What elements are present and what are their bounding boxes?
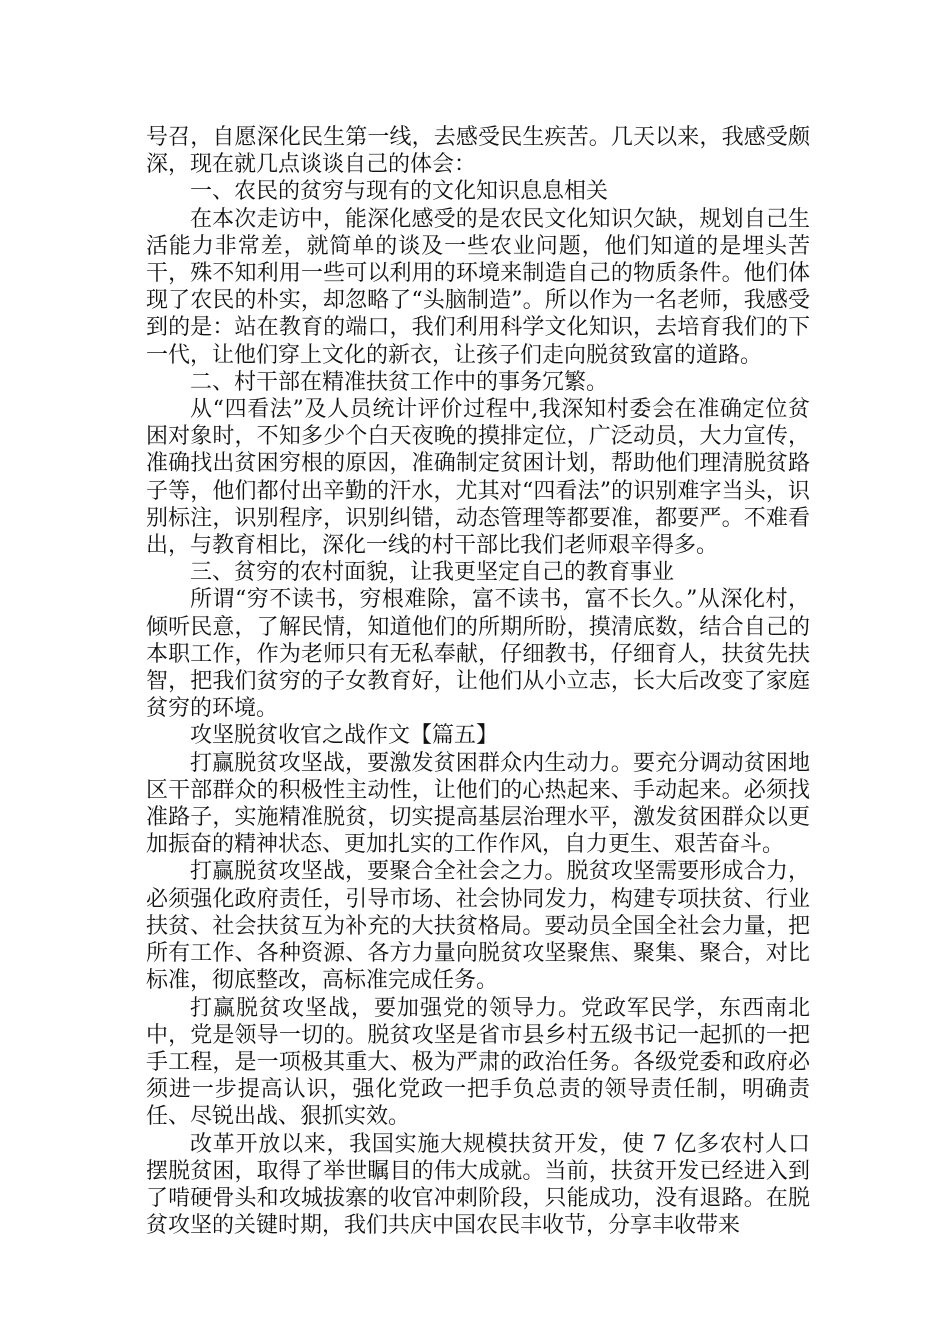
paragraph-party-leadership: 打赢脱贫攻坚战，要加强党的领导力。党政军民学，东西南北中，党是领导一切的。脱贫攻坚是省市县乡村五级书记一起抓的一把手工程，是一项极其重大、极为严肃的政治任务。各级党委和政府必须进一步提高认识，强化党政一把手负总责的领导责任制，明确责任、尽锐出战、狠抓实效。 [146, 995, 810, 1130]
paragraph-intro-continuation: 号召，自愿深化民生第一线，去感受民生疾苦。几天以来，我感受颇深，现在就几点谈谈自己的体会： [146, 125, 810, 178]
paragraph-section-three: 所谓“穷不读书，穷根难除，富不读书，富不长久。”从深化村，倾听民意，了解民情，知道他们的所期所盼，摸清底数，结合自己的本职工作，作为老师只有无私奉献，仔细教书，仔细育人，扶贫先扶智，把我们贫穷的子女教育好，让他们从小立志，长大后改变了家庭贫穷的环境。 [146, 587, 810, 722]
paragraph-section-two: 从“四看法”及人员统计评价过程中,我深知村委会在准确定位贫困对象时，不知多少个白天夜晚的摸排定位，广泛动员，大力宣传，准确找出贫困穷根的原因，准确制定贫困计划，帮助他们理清脱贫路子等，他们都付出辛勤的汗水，尤其对“四看法”的识别难字当头，识别标注，识别程序，识别纠错，动态管理等都要准，都要严。不难看出，与教育相比，深化一线的村干部比我们老师艰辛得多。 [146, 397, 810, 559]
heading-section-three: 三、贫穷的农村面貌，让我更坚定自己的教育事业 [190, 560, 675, 586]
paragraph-reform: 改革开放以来，我国实施大规模扶贫开发，使 7 亿多农村人口摆脱贫困，取得了举世瞩目的伟大成就。当前，扶贫开发已经进入到了啃硬骨头和攻城拔寨的收官冲刺阶段，只能成功，没有退路。在脱贫攻坚的关键时期，我们共庆中国农民丰收节，分享丰收带来 [146, 1131, 810, 1239]
heading-section-two: 二、村干部在精准扶贫工作中的事务冗繁。 [190, 369, 609, 395]
heading-essay-five: 攻坚脱贫收官之战作文【篇五】 [190, 723, 499, 749]
document-body [146, 124, 810, 1239]
paragraph-social-force: 打赢脱贫攻坚战，要聚合全社会之力。脱贫攻坚需要形成合力，必须强化政府责任，引导市场、社会协同发力，构建专项扶贫、行业扶贫、社会扶贫互为补充的大扶贫格局。要动员全国全社会力量，把所有工作、各种资源、各方力量向脱贫攻坚聚焦、聚集、聚合，对比标准，彻底整改，高标准完成任务。 [146, 859, 810, 994]
heading-section-one: 一、农民的贫穷与现有的文化知识息息相关 [190, 179, 609, 205]
paragraph-motivation: 打赢脱贫攻坚战，要激发贫困群众内生动力。要充分调动贫困地区干部群众的积极性主动性，让他们的心热起来、手动起来。必须找准路子，实施精准脱贫，切实提高基层治理水平，激发贫困群众以更加振奋的精神状态、更加扎实的工作作风，自力更生、艰苦奋斗。 [146, 750, 810, 858]
paragraph-section-one: 在本次走访中，能深化感受的是农民文化知识欠缺，规划自己生活能力非常差，就简单的谈及一些农业问题，他们知道的是埋头苦干，殊不知利用一些可以利用的环境来制造自己的物质条件。他们体现了农民的朴实，却忽略了“头脑制造”。所以作为一名老师，我感受到的是：站在教育的端口，我们利用科学文化知识，去培育我们的下一代，让他们穿上文化的新衣，让孩子们走向脱贫致富的道路。 [146, 206, 810, 368]
